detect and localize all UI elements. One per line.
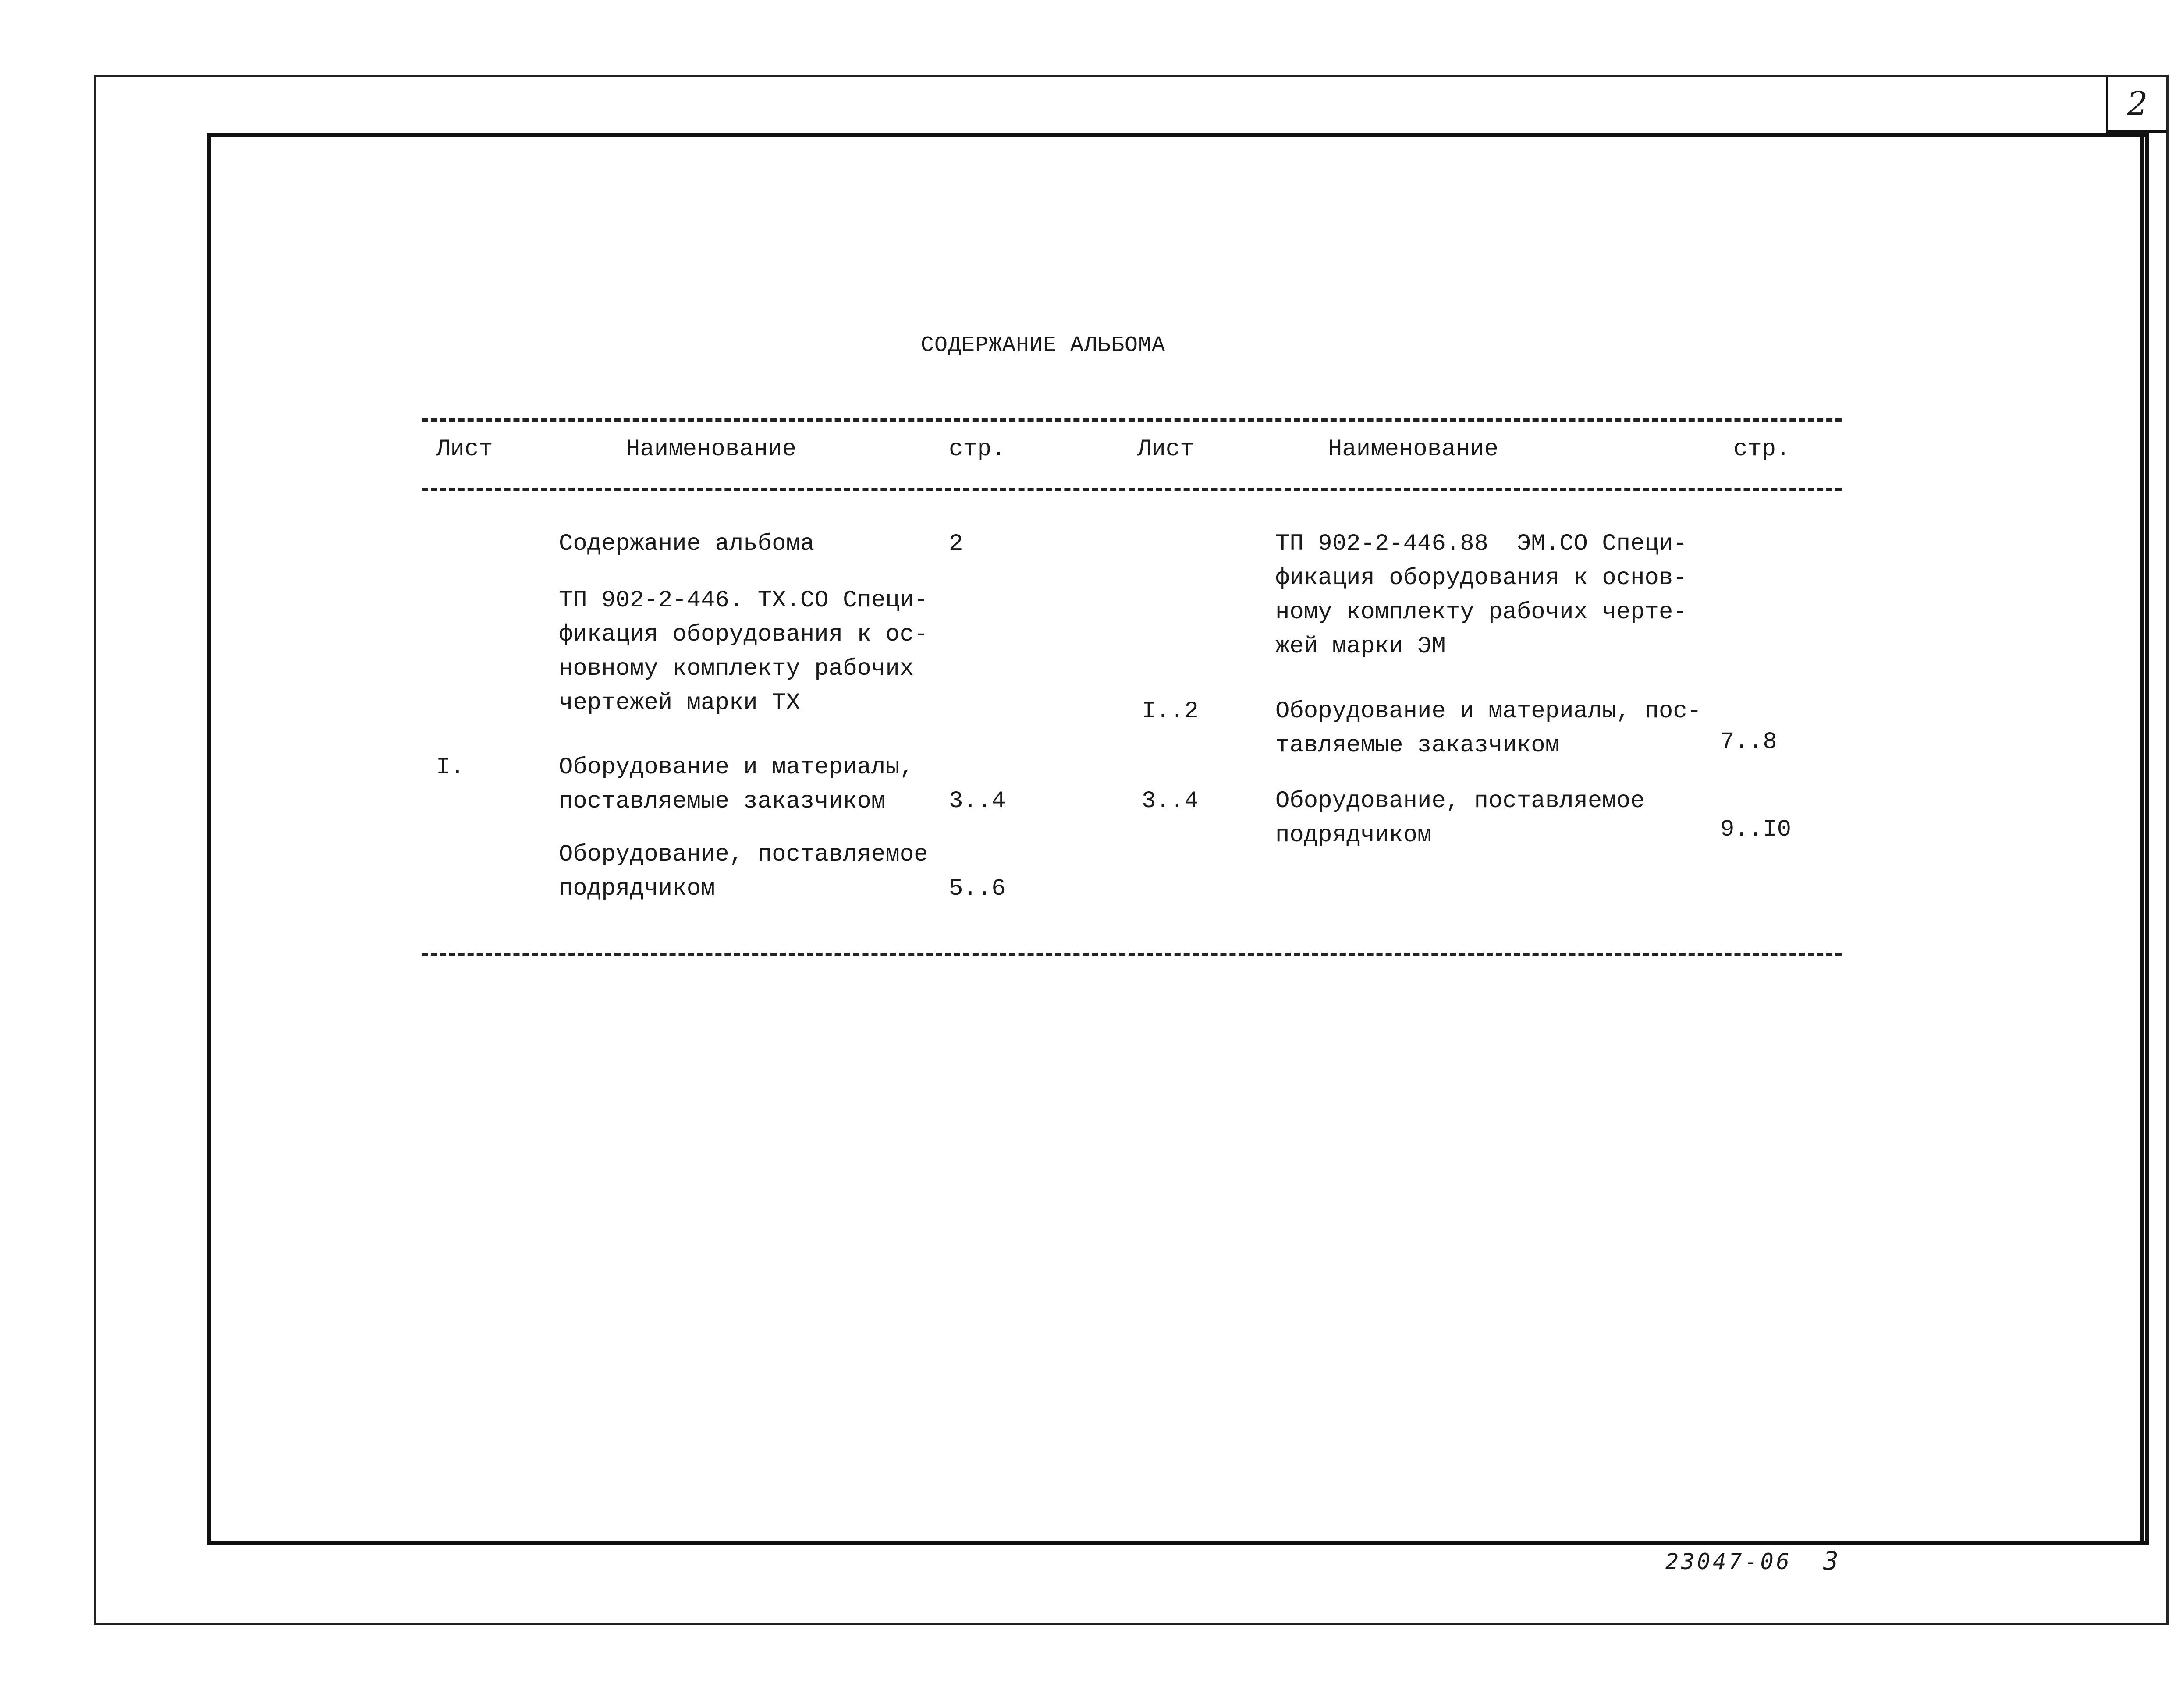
page-title: СОДЕРЖАНИЕ АЛЬБОМА (920, 333, 1166, 358)
header-right-name: Наименование (1328, 436, 1498, 463)
frame-right-rule (2140, 133, 2144, 1545)
header-left-sheet: Лист (436, 436, 493, 463)
right-row-2-sheet: I..2 (1142, 698, 1199, 725)
header-left-page: стр. (949, 436, 1006, 463)
left-row-4-name: Оборудование, поставляемое подрядчиком (559, 841, 928, 902)
right-row-3-page: 9..I0 (1720, 816, 1792, 843)
right-row-1-name: ТП 902-2-446.88 ЭМ.СО Специ- фикация оборудования к основ- ному комплекту рабочих черте- жей марки ЭМ (1275, 531, 1687, 660)
right-row-3-sheet: 3..4 (1142, 788, 1199, 815)
table-top-rule (422, 418, 1842, 422)
left-row-2-name: ТП 902-2-446. ТХ.СО Специ- фикация оборудования к ос- новному комплекту рабочих чертежей марки ТХ (559, 587, 928, 716)
right-row-2-page: 7..8 (1720, 729, 1777, 755)
footer-page-number: 3 (1823, 1546, 1839, 1576)
left-row-1-page: 2 (949, 531, 963, 557)
left-row-3-name: Оборудование и материалы, поставляемые заказчиком (559, 754, 914, 815)
right-row-2-name: Оборудование и материалы, пос- тавляемые заказчиком (1275, 698, 1702, 759)
left-row-3-sheet: I. (436, 754, 465, 781)
left-row-1-name: Содержание альбома (559, 531, 815, 557)
header-right-page: стр. (1733, 436, 1790, 463)
left-row-3-page: 3..4 (949, 788, 1006, 815)
sheet-number: 2 (2127, 85, 2148, 123)
sheet-number-box (2106, 77, 2166, 133)
header-right-sheet: Лист (1137, 436, 1194, 463)
right-row-3-name: Оборудование, поставляемое подрядчиком (1275, 788, 1645, 849)
footer-doc-code: 23047-06 (1665, 1549, 1792, 1574)
header-left-name: Наименование (626, 436, 796, 463)
table-bottom-rule (422, 953, 1842, 956)
table-header-rule (422, 488, 1842, 491)
left-row-4-page: 5..6 (949, 875, 1006, 902)
